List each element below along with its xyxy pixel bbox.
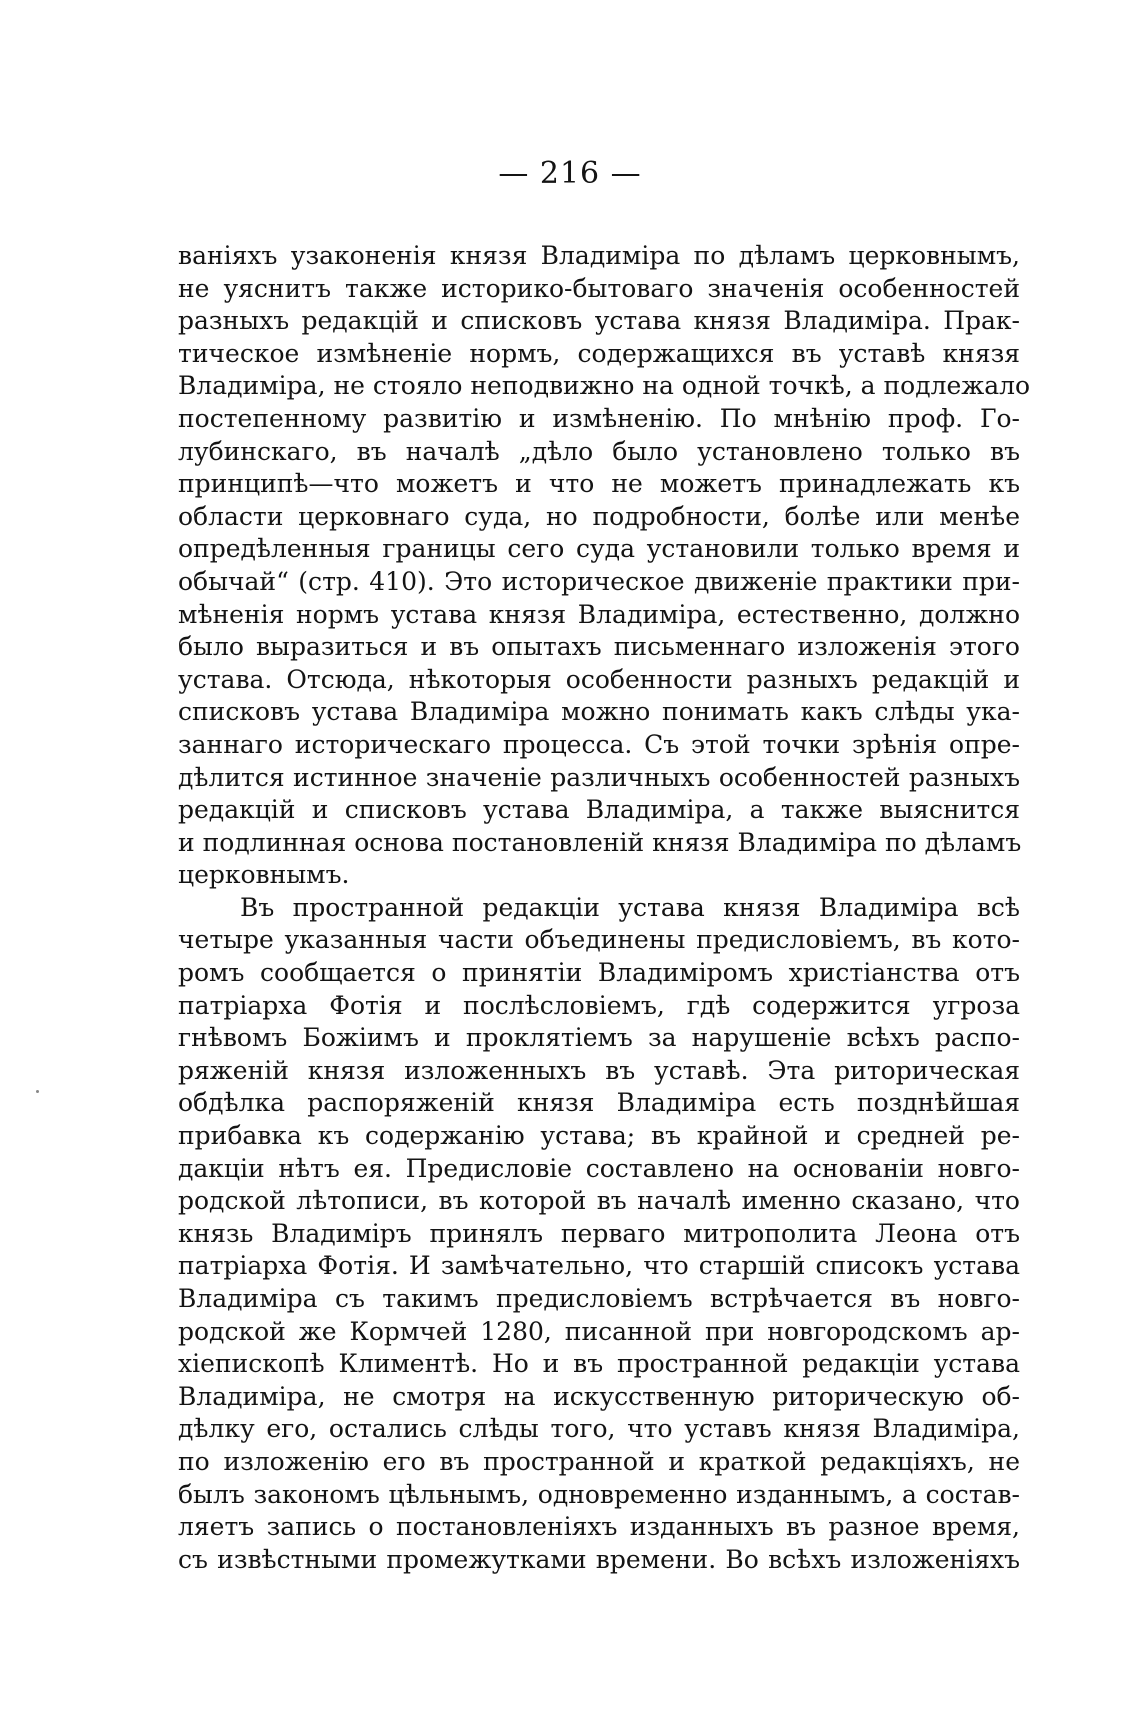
scan-speck bbox=[36, 1090, 39, 1093]
text-line: родской лѣтописи, въ которой въ началѣ именно сказано, что bbox=[178, 1186, 1020, 1216]
text-line: ромъ сообщается о принятіи Владиміромъ христіанства отъ bbox=[178, 958, 1020, 988]
page-number: — 216 — bbox=[498, 156, 642, 191]
text-line: князь Владиміръ принялъ перваго митрополита Леона отъ bbox=[178, 1218, 1020, 1248]
text-line: дѣлку его, остались слѣды того, что уставъ князя Владиміра, bbox=[178, 1414, 1020, 1444]
text-line: постепенному развитію и измѣненію. По мнѣнію проф. Го- bbox=[178, 403, 1020, 433]
text-line: Владиміра, не стояло неподвижно на одной точкѣ, а подлежало bbox=[178, 371, 1031, 401]
text-line: тическое измѣненіе нормъ, содержащихся въ уставѣ князя bbox=[178, 338, 1020, 368]
text-line: дакціи нѣтъ ея. Предисловіе составлено на основаніи новго- bbox=[178, 1153, 1020, 1183]
paragraph-2 bbox=[178, 892, 1020, 1576]
text-line: было выразиться и въ опытахъ письменнаго изложенія этого bbox=[178, 632, 1020, 662]
text-line: не уяснитъ также историко-бытоваго значенія особенностей bbox=[178, 273, 1020, 303]
text-line: патріарха Фотія. И замѣчательно, что старшій списокъ устава bbox=[178, 1251, 1020, 1281]
body-text bbox=[178, 240, 1031, 1576]
text-line: ляетъ запись о постановленіяхъ изданныхъ въ разное время, bbox=[178, 1512, 1020, 1542]
text-line: обдѣлка распоряженій князя Владиміра есть позднѣйшая bbox=[178, 1088, 1020, 1118]
text-line: и подлинная основа постановленій князя Владиміра по дѣламъ bbox=[178, 827, 1022, 857]
text-line: разныхъ редакцій и списковъ устава князя Владиміра. Прак- bbox=[178, 306, 1020, 336]
text-line: прибавка къ содержанію устава; въ крайной и средней ре- bbox=[178, 1121, 1020, 1151]
text-line: былъ закономъ цѣльнымъ, одновременно изданнымъ, а состав- bbox=[178, 1479, 1020, 1509]
text-line: дѣлится истинное значеніе различныхъ особенностей разныхъ bbox=[178, 762, 1020, 792]
text-line-indented: Въ пространной редакціи устава князя Владиміра всѣ bbox=[240, 892, 1020, 922]
text-line: списковъ устава Владиміра можно понимать какъ слѣды ука- bbox=[178, 697, 1020, 727]
text-line: ваніяхъ узаконенія князя Владиміра по дѣламъ церковнымъ, bbox=[178, 241, 1020, 270]
text-line: заннаго историческаго процесса. Съ этой точки зрѣнія опре- bbox=[178, 729, 1020, 759]
text-line: четыре указанныя части объединены предисловіемъ, въ кото- bbox=[178, 925, 1020, 955]
text-line: хіепископѣ Климентѣ. Но и въ пространной редакціи устава bbox=[178, 1349, 1020, 1379]
text-line: съ извѣстными промежутками времени. Во всѣхъ изложеніяхъ bbox=[178, 1544, 1020, 1574]
text-line: патріарха Фотія и послѣсловіемъ, гдѣ содержится угроза bbox=[178, 990, 1020, 1020]
text-line: обычай“ (стр. 410). Это историческое движеніе практики при- bbox=[178, 566, 1020, 596]
text-line: мѣненія нормъ устава князя Владиміра, естественно, должно bbox=[178, 599, 1020, 629]
text-line: гнѣвомъ Божіимъ и проклятіемъ за нарушеніе всѣхъ распо- bbox=[178, 1023, 1020, 1053]
text-line-last: церковнымъ. bbox=[178, 860, 350, 890]
text-line: области церковнаго суда, но подробности, болѣе или менѣе bbox=[178, 501, 1020, 531]
text-line: лубинскаго, въ началѣ „дѣло было установлено только въ bbox=[178, 436, 1020, 466]
text-line: принципѣ—что можетъ и что не можетъ принадлежать къ bbox=[178, 469, 1020, 499]
text-line: устава. Отсюда, нѣкоторыя особенности разныхъ редакцій и bbox=[178, 664, 1020, 694]
text-line: родской же Кормчей 1280, писанной при новгородскомъ ар- bbox=[178, 1316, 1020, 1346]
text-line: Владиміра съ такимъ предисловіемъ встрѣчается въ новго- bbox=[178, 1284, 1020, 1313]
text-line: по изложенію его въ пространной и краткой редакціяхъ, не bbox=[178, 1446, 1020, 1476]
text-line: Владиміра, не смотря на искусственную риторическую об- bbox=[178, 1381, 1020, 1411]
text-line: опредѣленныя границы сего суда установили только время и bbox=[178, 534, 1020, 564]
text-line: редакцій и списковъ устава Владиміра, а также выяснится bbox=[178, 795, 1020, 825]
paragraph-1 bbox=[178, 240, 1031, 892]
text-line: ряженій князя изложенныхъ въ уставѣ. Эта риторическая bbox=[178, 1055, 1020, 1085]
